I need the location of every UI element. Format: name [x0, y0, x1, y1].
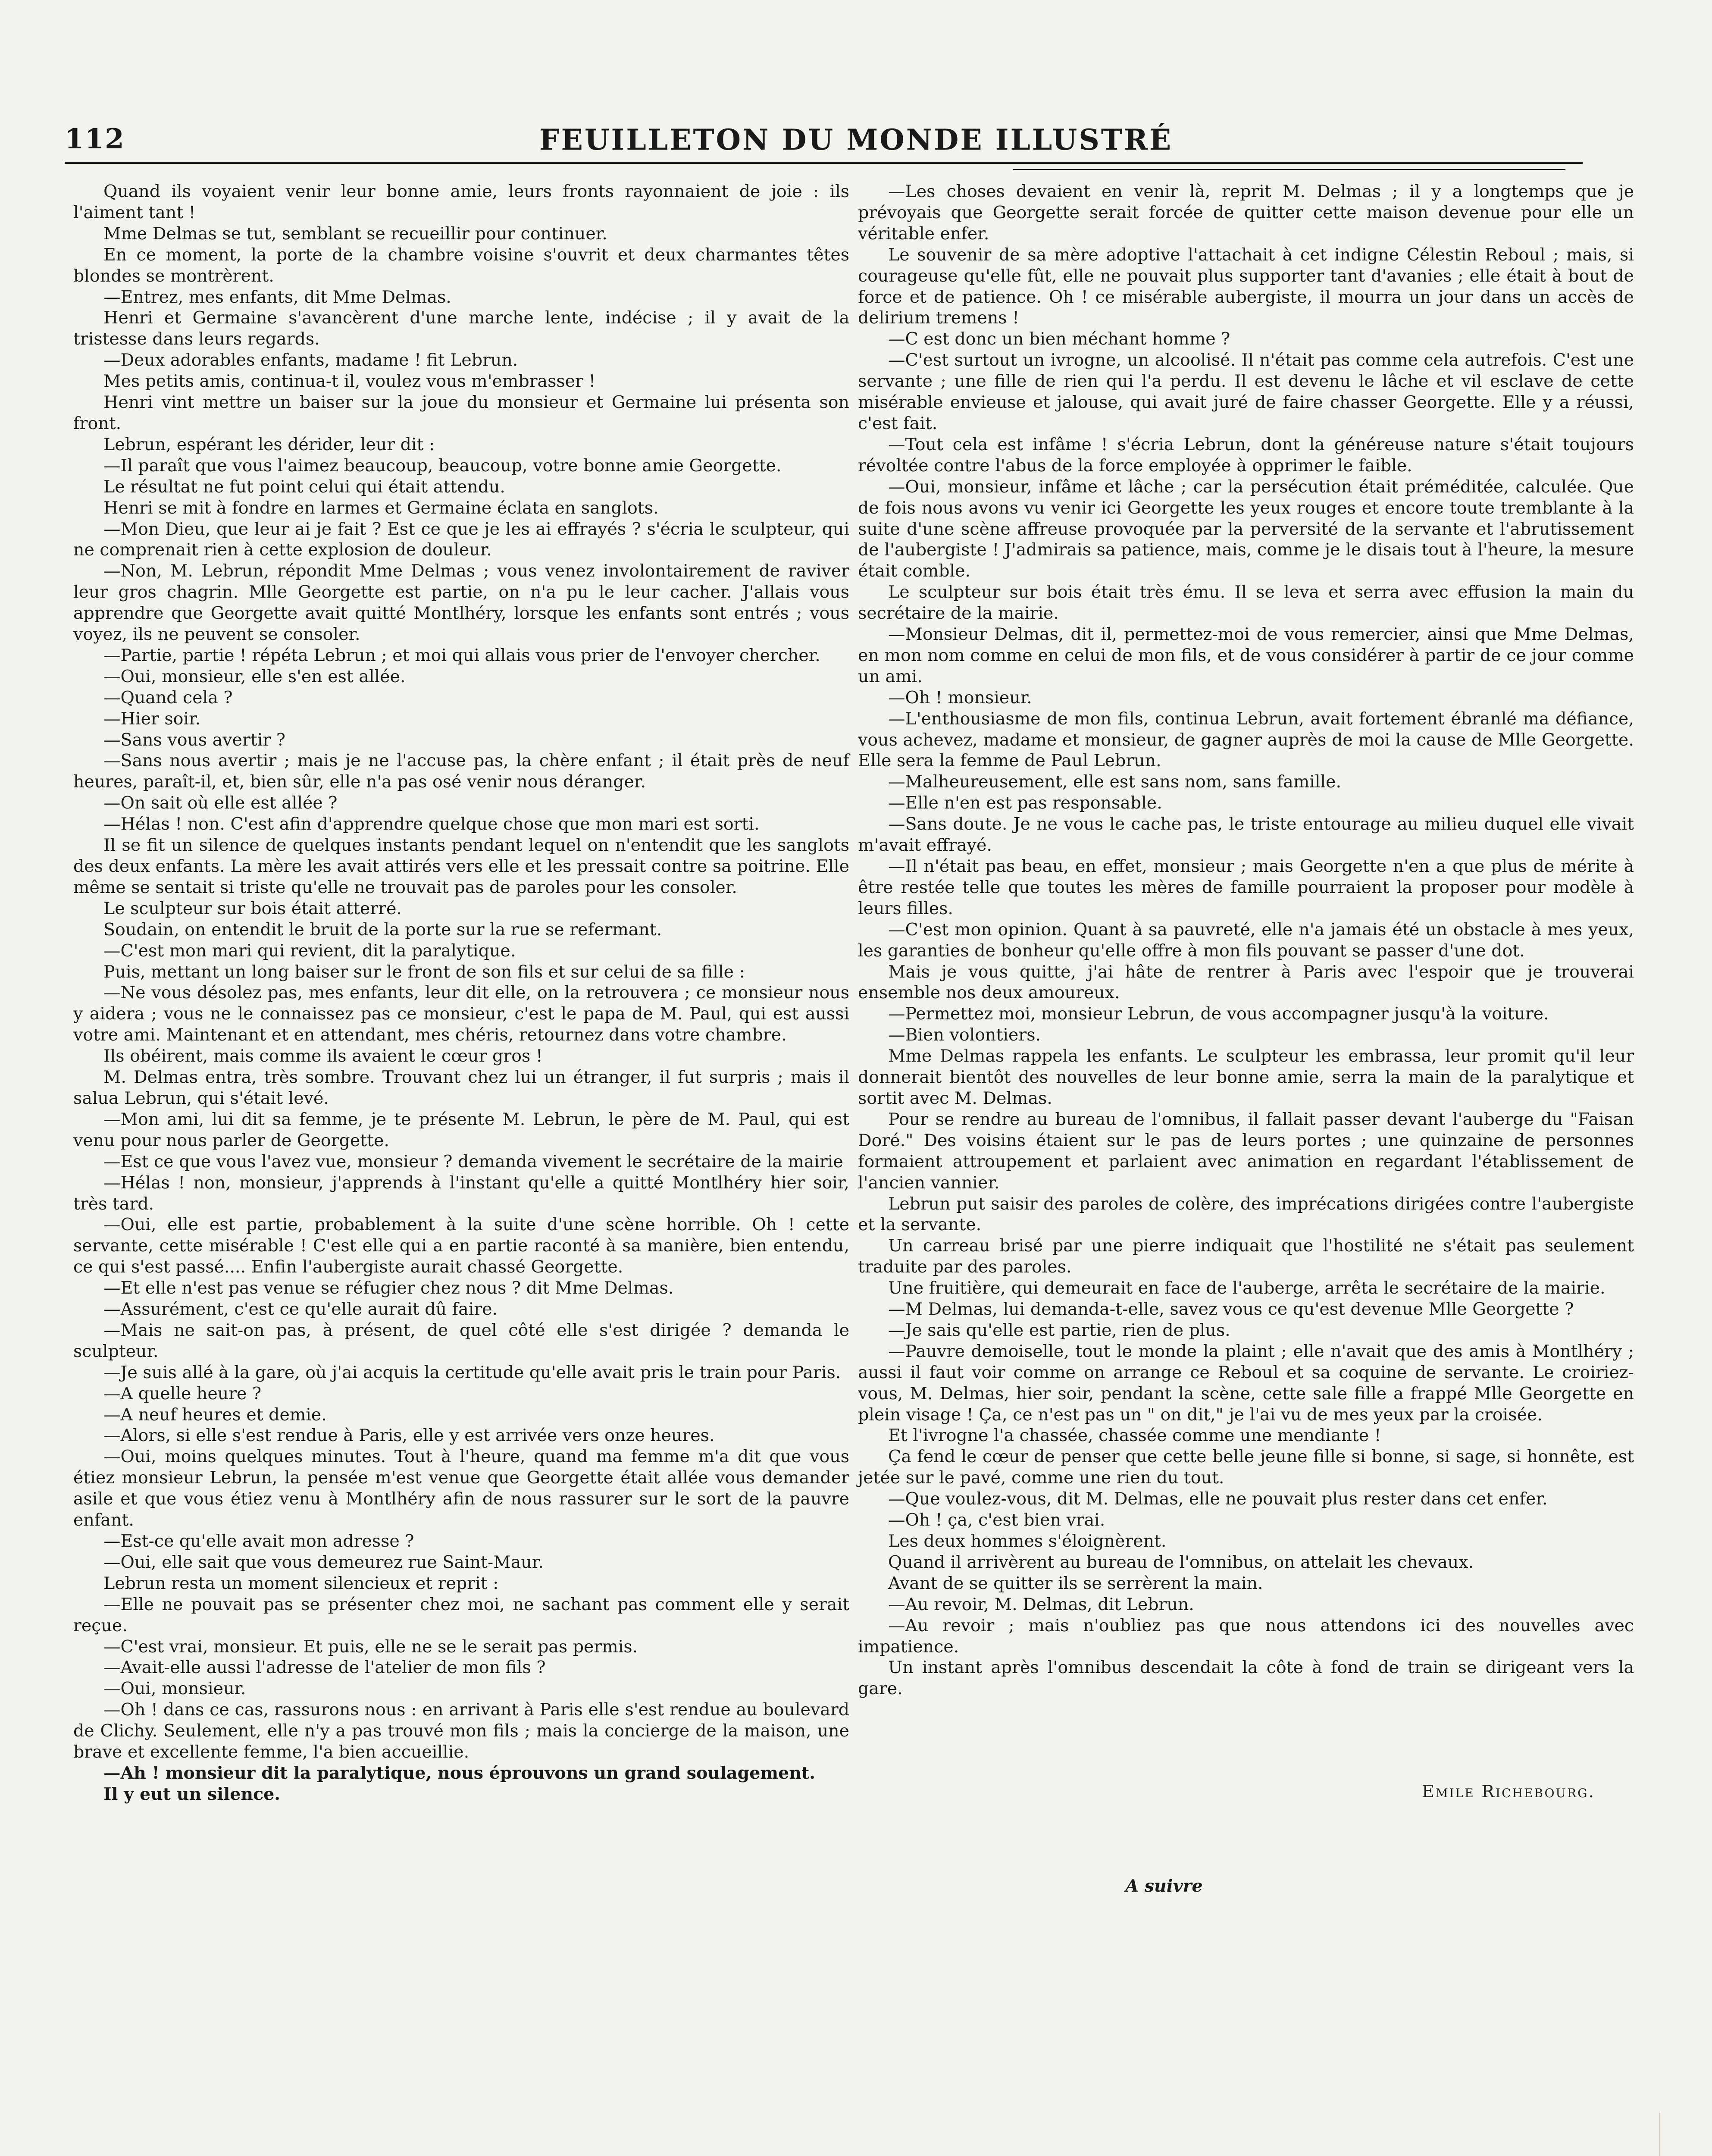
paragraph: —Oui, monsieur, elle s'en est allée. [103, 666, 406, 686]
page-number: 112 [65, 123, 125, 155]
paragraph: —Malheureusement, elle est sans nom, sans famille. [888, 772, 1342, 792]
paragraph: Un carreau brisé par une pierre indiquait que l'hostilité ne s'était pas seulement traduite par des paroles. [858, 1236, 1634, 1277]
paragraph: —A neuf heures et demie. [103, 1404, 327, 1425]
paragraph: —Oui, elle est partie, probablement à la suite d'une scène horrible. Oh ! cette servante, cette misérable ! C'est elle qui a en partie raconté à sa manière, bien entendu, ce qui s'est passé.... Enfin l'aubergiste aurait chassé Georgette. [73, 1215, 849, 1277]
paragraph: Mais je vous quitte, j'ai hâte de rentrer à Paris avec l'espoir que je trouverai ensemble nos deux amoureux. [858, 962, 1634, 1003]
paragraph: —Assurément, c'est ce qu'elle aurait dû faire. [103, 1299, 498, 1319]
paragraph: Ça fend le cœur de penser que cette belle jeune fille si bonne, si sage, si honnête, est jetée sur le pavé, comme une rien du tout. [858, 1447, 1634, 1488]
paragraph: —Sans doute. Je ne vous le cache pas, le triste entourage au milieu duquel elle vivait m'avait effrayé. [858, 814, 1634, 856]
paragraph: —Oui, elle sait que vous demeurez rue Saint-Maur. [103, 1552, 544, 1572]
paragraph: —Avait-elle aussi l'adresse de l'atelier de mon fils ? [103, 1658, 546, 1678]
paragraph: —Mon Dieu, que leur ai je fait ? Est ce que je les ai effrayés ? s'écria le sculpteur, qui ne comprenait rien à cette explosion de douleur. [73, 519, 849, 560]
paragraph: Quand ils voyaient venir leur bonne amie, leurs fronts rayonnaient de joie : ils l'aiment tant ! [73, 182, 849, 222]
paragraph: Ils obéirent, mais comme ils avaient le cœur gros ! [103, 1046, 543, 1066]
paragraph: —Deux adorables enfants, madame ! fit Lebrun. [103, 350, 518, 370]
paragraph: Et l'ivrogne l'a chassée, chassée comme une mendiante ! [888, 1426, 1381, 1446]
paragraph: —Hier soir. [103, 708, 201, 729]
paragraph: —Mon ami, lui dit sa femme, je te présente M. Lebrun, le père de M. Paul, qui est venu pour nous parler de Georgette. [73, 1109, 849, 1150]
paragraph: Mme Delmas se tut, semblant se recueillir pour continuer. [103, 223, 607, 244]
paragraph: —Tout cela est infâme ! s'écria Lebrun, dont la généreuse nature s'était toujours révoltée contre l'abus de la force employée à opprimer le faible. [858, 434, 1634, 476]
paragraph: —L'enthousiasme de mon fils, continua Lebrun, avait fortement ébranlé ma défiance, vous achevez, madame et monsieur, de gagner auprès de moi la cause de Mlle Georgette. Elle sera la femme de Paul Lebrun. [858, 708, 1634, 771]
paragraph: —Il n'était pas beau, en effet, monsieur ; mais Georgette n'en a que plus de mérite à être restée telle que toutes les mères de famille pourraient la proposer pour modèle à leurs filles. [858, 856, 1634, 918]
paragraph: Lebrun put saisir des paroles de colère, des imprécations dirigées contre l'aubergiste et la servante. [858, 1194, 1634, 1235]
paragraph: Puis, mettant un long baiser sur le front de son fils et sur celui de sa fille : [103, 962, 745, 982]
paragraph: —Oui, monsieur, infâme et lâche ; car la persécution était préméditée, calculée. Que de fois nous avons vu venir ici Georgette les yeux rouges et encore toute tremblante à la suite d'une scène affreuse provoquée par la perversité de la servante et l'abrutissement de l'aubergiste ! J'admirais sa patience, mais, comme je le disais tout à l'heure, la mesure était comble. [858, 476, 1634, 581]
paragraph: —Au revoir ; mais n'oubliez pas que nous attendons ici des nouvelles avec impatience. [858, 1615, 1634, 1657]
paragraph: —Non, M. Lebrun, répondit Mme Delmas ; vous venez involontairement de raviver leur gros chagrin. Mlle Georgette est partie, on n'a pu le leur cacher. J'allais vous apprendre que Georgette avait quitté Montlhéry, lorsque les enfants sont entrés ; vous voyez, ils ne peuvent se consoler. [73, 561, 849, 645]
paragraph: Il se fit un silence de quelques instants pendant lequel on n'entendit que les sanglots des deux enfants. La mère les avait attirés vers elle et les pressait contre sa poitrine. Elle même se sentait si triste qu'elle ne trouvait pas de paroles pour les consoler. [73, 835, 849, 897]
paragraph: Le résultat ne fut point celui qui était attendu. [103, 476, 505, 497]
paragraph: —C'est vrai, monsieur. Et puis, elle ne se le serait pas permis. [103, 1636, 638, 1657]
paragraph: Mes petits amis, continua-t il, voulez vous m'embrasser ! [103, 371, 596, 392]
paragraph: —Sans vous avertir ? [103, 730, 285, 750]
paragraph: —Au revoir, M. Delmas, dit Lebrun. [888, 1594, 1194, 1614]
paragraph: —On sait où elle est allée ? [103, 793, 338, 813]
paragraph: —Hélas ! non. C'est afin d'apprendre quelque chose que mon mari est sorti. [103, 814, 760, 834]
paragraph: Avant de se quitter ils se serrèrent la main. [888, 1573, 1263, 1593]
paragraph: —Quand cela ? [103, 687, 233, 708]
paragraph: —Partie, partie ! répéta Lebrun ; et moi qui allais vous prier de l'envoyer chercher. [103, 645, 820, 665]
paragraph: Il y eut un silence. [103, 1784, 281, 1804]
paragraph: Le sculpteur sur bois était atterré. [103, 898, 402, 918]
paragraph: —C'est surtout un ivrogne, un alcoolisé. Il n'était pas comme cela autrefois. C'est une servante ; une fille de rien qui l'a perdu. Il est devenu le lâche et vil esclave de cette misérable envieuse et jalouse, qui avait juré de faire chasser Georgette. Elle y a réussi, c'est fait. [858, 350, 1634, 433]
paragraph: Quand il arrivèrent au bureau de l'omnibus, on attelait les chevaux. [888, 1552, 1474, 1572]
left-column [73, 181, 849, 1805]
paragraph: Lebrun, espérant les dérider, leur dit : [103, 434, 435, 454]
paragraph: Lebrun resta un moment silencieux et reprit : [103, 1573, 499, 1593]
paragraph: Mme Delmas rappela les enfants. Le sculpteur les embrassa, leur promit qu'il leur donnerait bientôt des nouvelles de leur bonne amie, serra la main de la paralytique et sortit avec M. Delmas. [858, 1046, 1634, 1108]
paragraph: —A quelle heure ? [103, 1383, 262, 1404]
paragraph: —Oh ! monsieur. [888, 687, 1032, 708]
paragraph: Les deux hommes s'éloignèrent. [888, 1531, 1167, 1551]
paragraph: —C'est mon mari qui revient, dit la paralytique. [103, 940, 516, 961]
paragraph: —Pauvre demoiselle, tout le monde la plaint ; elle n'avait que des amis à Montlhéry ; aussi il faut voir comme on arrange ce Reboul et sa coquine de servante. Le croiriez-vous, M. Delmas, hier soir, pendant la scène, cette sale fille a frappé Mlle Georgette en plein visage ! Ça, ce n'est pas un " on dit," je l'ai vu de mes yeux par la croisée. [858, 1341, 1634, 1425]
header-rule [65, 162, 1583, 164]
paragraph: —M Delmas, lui demanda-t-elle, savez vous ce qu'est devenue Mlle Georgette ? [888, 1299, 1574, 1319]
paragraph: Henri vint mettre un baiser sur la joue du monsieur et Germaine lui présenta son front. [73, 392, 849, 433]
paragraph: —Oh ! dans ce cas, rassurons nous : en arrivant à Paris elle s'est rendue au boulevard de Clichy. Seulement, elle n'y a pas trouvé mon fils ; mais la concierge de la maison, une brave et excellente femme, l'a bien accueillie. [73, 1700, 849, 1762]
paragraph: —Que voulez-vous, dit M. Delmas, elle ne pouvait plus rester dans cet enfer. [888, 1489, 1548, 1509]
paragraph: —Ne vous désolez pas, mes enfants, leur dit elle, on la retrouvera ; ce monsieur nous y aidera ; vous ne le connaissez pas ce monsieur, c'est le papa de M. Paul, qui est aussi votre ami. Maintenant et en attendant, mes chéris, retournez dans votre chambre. [73, 983, 849, 1045]
paragraph: —Et elle n'est pas venue se réfugier chez nous ? dit Mme Delmas. [103, 1278, 674, 1298]
paragraph: —Je sais qu'elle est partie, rien de plus. [888, 1320, 1230, 1340]
paragraph: —Ah ! monsieur dit la paralytique, nous éprouvons un grand soulagement. [103, 1763, 815, 1783]
paragraph: —Entrez, mes enfants, dit Mme Delmas. [103, 287, 451, 307]
paragraph: M. Delmas entra, très sombre. Trouvant chez lui un étranger, il fut surpris ; mais il salua Lebrun, qui s'était levé. [73, 1067, 849, 1108]
right-column [858, 181, 1634, 1897]
paragraph: —Monsieur Delmas, dit il, permettez-moi de vous remercier, ainsi que Mme Delmas, en mon nom comme en celui de mon fils, et de vous considérer à partir de ce jour comme un ami. [858, 624, 1634, 686]
paragraph: —Est ce que vous l'avez vue, monsieur ? demanda vivement le secrétaire de la mairie [103, 1151, 843, 1172]
paragraph: En ce moment, la porte de la chambre voisine s'ouvrit et deux charmantes têtes blondes se montrèrent. [73, 244, 849, 286]
paragraph: Soudain, on entendit le bruit de la porte sur la rue se refermant. [103, 919, 662, 940]
paragraph: —Oh ! ça, c'est bien vrai. [888, 1510, 1105, 1530]
paragraph: —Oui, monsieur. [103, 1679, 246, 1699]
scan-margin-mark [1659, 2113, 1660, 2156]
paragraph: —Je suis allé à la gare, où j'ai acquis la certitude qu'elle avait pris le train pour Paris. [103, 1362, 841, 1382]
paragraph: —Elle n'en est pas responsable. [888, 793, 1162, 813]
header-rule-thin [1013, 169, 1565, 170]
paragraph: —Mais ne sait-on pas, à présent, de quel côté elle s'est dirigée ? demanda le sculpteur. [73, 1320, 849, 1361]
paragraph: Pour se rendre au bureau de l'omnibus, il fallait passer devant l'auberge du "Faisan Doré." Des voisins étaient sur le pas de leurs portes ; une quinzaine de personnes formaient attroupement et parlaient avec animation en regardant l'établissement de l'ancien vannier. [858, 1109, 1634, 1193]
paragraph: —Sans nous avertir ; mais je ne l'accuse pas, la chère enfant ; il était près de neuf heures, paraît-il, et, bien sûr, elle n'a pas osé venir nous déranger. [73, 751, 849, 792]
paragraph: —Il paraît que vous l'aimez beaucoup, beaucoup, votre bonne amie Georgette. [103, 455, 782, 476]
paragraph: —Les choses devaient en venir là, reprit M. Delmas ; il y a longtemps que je prévoyais que Georgette serait forcée de quitter cette maison devenue pour elle un véritable enfer. [858, 182, 1634, 244]
paragraph: —Bien volontiers. [888, 1025, 1041, 1045]
page-header-title: FEUILLETON DU MONDE ILLUSTRÉ [539, 123, 1173, 157]
paragraph: —C'est mon opinion. Quant à sa pauvreté, elle n'a jamais été un obstacle à mes yeux, les garanties de bonheur qu'elle offre à mon fils pouvant se passer d'une dot. [858, 919, 1634, 961]
paragraph: Le sculpteur sur bois était très ému. Il se leva et serra avec effusion la main du secrétaire de la mairie. [858, 582, 1634, 624]
paragraph: Un instant après l'omnibus descendait la côte à fond de train se dirigeant vers la gare. [858, 1658, 1634, 1699]
paragraph: Henri et Germaine s'avancèrent d'une marche lente, indécise ; il y avait de la tristesse dans leurs regards. [73, 308, 849, 349]
paragraph: Le souvenir de sa mère adoptive l'attachait à cet indigne Célestin Reboul ; mais, si courageuse qu'elle fût, elle ne pouvait plus supporter tant d'avanies ; elle était à bout de force et de patience. Oh ! ce misérable aubergiste, il mourra un jour dans un accès de delirium tremens ! [858, 244, 1634, 328]
author-signature: Emile Richebourg. [1422, 1782, 1595, 1802]
paragraph: —Oui, moins quelques minutes. Tout à l'heure, quand ma femme m'a dit que vous étiez monsieur Lebrun, la pensée m'est venue que Georgette était allée vous demander asile et que vous étiez venu à Montlhéry afin de nous rassurer sur le sort de la pauvre enfant. [73, 1447, 849, 1530]
paragraph: —Elle ne pouvait pas se présenter chez moi, ne sachant pas comment elle y serait reçue. [73, 1594, 849, 1636]
paragraph: —Est-ce qu'elle avait mon adresse ? [103, 1531, 414, 1551]
paragraph: —Permettez moi, monsieur Lebrun, de vous accompagner jusqu'à la voiture. [888, 1004, 1549, 1024]
paragraph: Henri se mit à fondre en larmes et Germaine éclata en sanglots. [103, 498, 659, 518]
paragraph: Une fruitière, qui demeurait en face de l'auberge, arrêta le secrétaire de la mairie. [888, 1278, 1606, 1298]
paragraph: —Hélas ! non, monsieur, j'apprends à l'instant qu'elle a quitté Montlhéry hier soir, très tard. [73, 1172, 849, 1214]
paragraph: —Alors, si elle s'est rendue à Paris, elle y est arrivée vers onze heures. [103, 1426, 715, 1446]
paragraph: —C est donc un bien méchant homme ? [888, 329, 1230, 349]
continued-note: A suivre [1125, 1876, 1203, 1896]
